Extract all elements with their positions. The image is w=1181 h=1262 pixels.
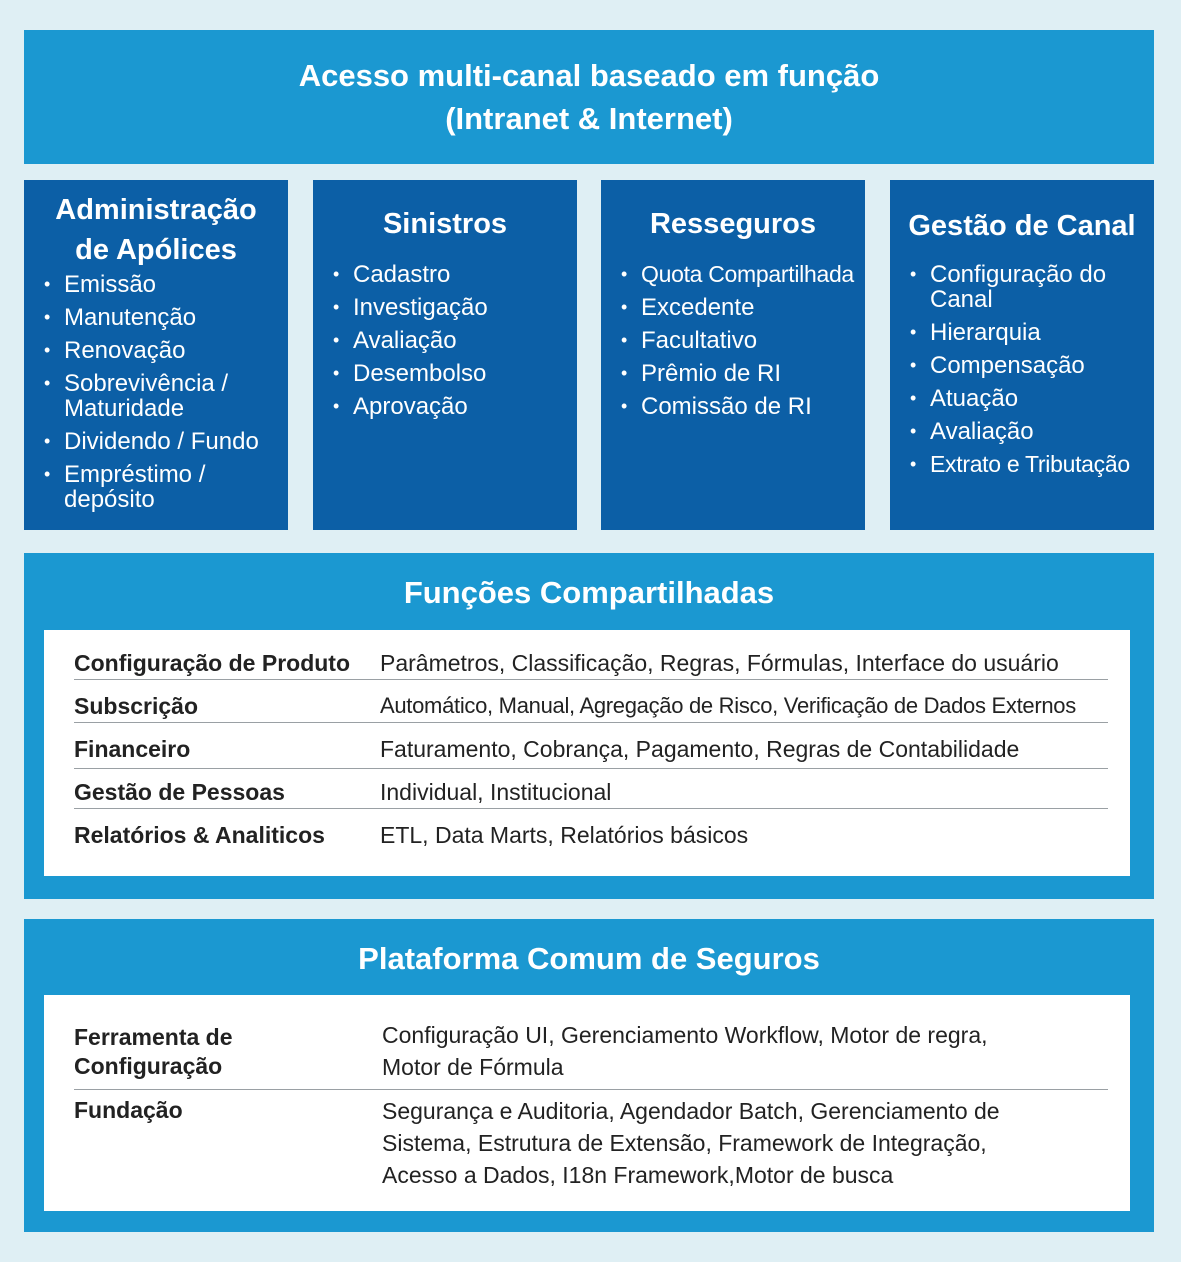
bullet-icon: • <box>621 297 628 317</box>
table-row <box>74 690 1108 723</box>
module-item: • Dividendo / Fundo <box>44 428 259 455</box>
bullet-icon: • <box>44 274 51 294</box>
section-title: Funções Compartilhadas <box>403 575 775 610</box>
module-item: • Configuração do Canal <box>910 261 1107 313</box>
module-item-list <box>313 262 577 419</box>
module-item: • Sobrevivência / Maturidade <box>44 370 229 422</box>
module-item: • Desembolso <box>333 360 487 387</box>
row-value: Individual, Institucional <box>380 779 612 805</box>
table-row <box>74 647 1108 680</box>
module-item: • Avaliação <box>333 327 457 354</box>
bullet-icon: • <box>333 396 340 416</box>
module-title-line2: de Apólices <box>75 234 237 266</box>
bullet-icon: • <box>621 264 628 284</box>
row-label: Ferramenta de Configuração <box>74 1024 233 1079</box>
row-label: Configuração de Produto <box>74 650 350 676</box>
module-item: • Manutenção <box>44 304 197 331</box>
module-title: Resseguros <box>649 208 816 240</box>
row-value: Parâmetros, Classificação, Regras, Fórmulas, Interface do usuário <box>380 650 1059 676</box>
row-value: Faturamento, Cobrança, Pagamento, Regras de Contabilidade <box>380 736 1020 762</box>
bullet-icon: • <box>621 330 628 350</box>
bullet-icon: • <box>44 431 51 451</box>
row-value: ETL, Data Marts, Relatórios básicos <box>380 822 749 848</box>
module-item: • Aprovação <box>333 393 468 420</box>
row-label: Gestão de Pessoas <box>74 779 285 805</box>
module-claims <box>313 180 577 530</box>
module-item: • Facultativo <box>621 327 758 354</box>
modules-row <box>24 180 1154 530</box>
bullet-icon: • <box>910 264 917 284</box>
module-item: • Quota Compartilhada <box>621 261 854 287</box>
module-item: • Compensação <box>910 352 1085 379</box>
bullet-icon: • <box>910 355 917 375</box>
section-title: Plataforma Comum de Seguros <box>358 941 820 976</box>
shared-functions-section <box>24 553 1154 899</box>
module-title: Gestão de Canal <box>908 210 1136 242</box>
module-item: • Excedente <box>621 294 755 321</box>
bullet-icon: • <box>44 373 51 393</box>
bullet-icon: • <box>333 363 340 383</box>
module-channel-management <box>890 180 1154 530</box>
row-value: Automático, Manual, Agregação de Risco, Verificação de Dados Externos <box>380 693 1076 718</box>
module-item: • Emissão <box>44 271 157 298</box>
bullet-icon: • <box>44 464 51 484</box>
platform-panel <box>44 995 1130 1211</box>
bullet-icon: • <box>44 307 51 327</box>
module-item: • Cadastro <box>333 261 451 288</box>
module-item: • Avaliação <box>910 418 1034 445</box>
module-item-list <box>24 272 288 512</box>
module-item: • Comissão de RI <box>621 393 812 420</box>
module-title-line1: Administração <box>55 194 257 226</box>
module-item: • Atuação <box>910 385 1019 412</box>
bullet-icon: • <box>621 363 628 383</box>
multi-channel-access-banner <box>24 30 1154 164</box>
table-row <box>74 819 1108 851</box>
bullet-icon: • <box>333 330 340 350</box>
module-title: Sinistros <box>382 208 508 240</box>
module-item: • Prêmio de RI <box>621 360 782 387</box>
row-label: Fundação <box>74 1097 183 1123</box>
module-item-list <box>601 262 865 419</box>
bullet-icon: • <box>910 421 917 441</box>
bullet-icon: • <box>333 264 340 284</box>
bullet-icon: • <box>44 340 51 360</box>
module-item: • Investigação <box>333 294 488 321</box>
row-label: Subscrição <box>74 693 198 719</box>
bullet-icon: • <box>910 454 917 474</box>
module-item: • Renovação <box>44 337 186 364</box>
bullet-icon: • <box>333 297 340 317</box>
bullet-icon: • <box>910 322 917 342</box>
table-row <box>74 1019 1108 1090</box>
row-label: Financeiro <box>74 736 191 762</box>
module-title <box>24 190 288 270</box>
table-row <box>74 1095 1108 1195</box>
shared-functions-panel <box>44 630 1130 876</box>
bullet-icon: • <box>621 396 628 416</box>
module-item: • Hierarquia <box>910 319 1041 346</box>
table-divider <box>74 735 1108 769</box>
insurance-platform-section <box>24 919 1154 1232</box>
banner-title-line1: Acesso multi-canal baseado em função <box>298 58 880 93</box>
module-item-list <box>890 262 1154 477</box>
module-item: • Empréstimo / depósito <box>44 461 206 513</box>
row-value: Segurança e Auditoria, Agendador Batch, Gerenciamento de Sistema, Estrutura de Extensão, Framework de Integração, Acesso a Dados, I18n Framework,Motor de busca <box>382 1098 1000 1188</box>
module-policy-administration <box>24 180 288 530</box>
module-reinsurance <box>601 180 865 530</box>
banner-title-line2: (Intranet & Internet) <box>445 101 733 136</box>
bullet-icon: • <box>910 388 917 408</box>
row-label: Relatórios & Analiticos <box>74 822 325 848</box>
row-value: Configuração UI, Gerenciamento Workflow, Motor de regra, Motor de Fórmula <box>382 1022 988 1080</box>
module-item: • Extrato e Tributação <box>910 451 1130 477</box>
table-row <box>74 776 1108 809</box>
